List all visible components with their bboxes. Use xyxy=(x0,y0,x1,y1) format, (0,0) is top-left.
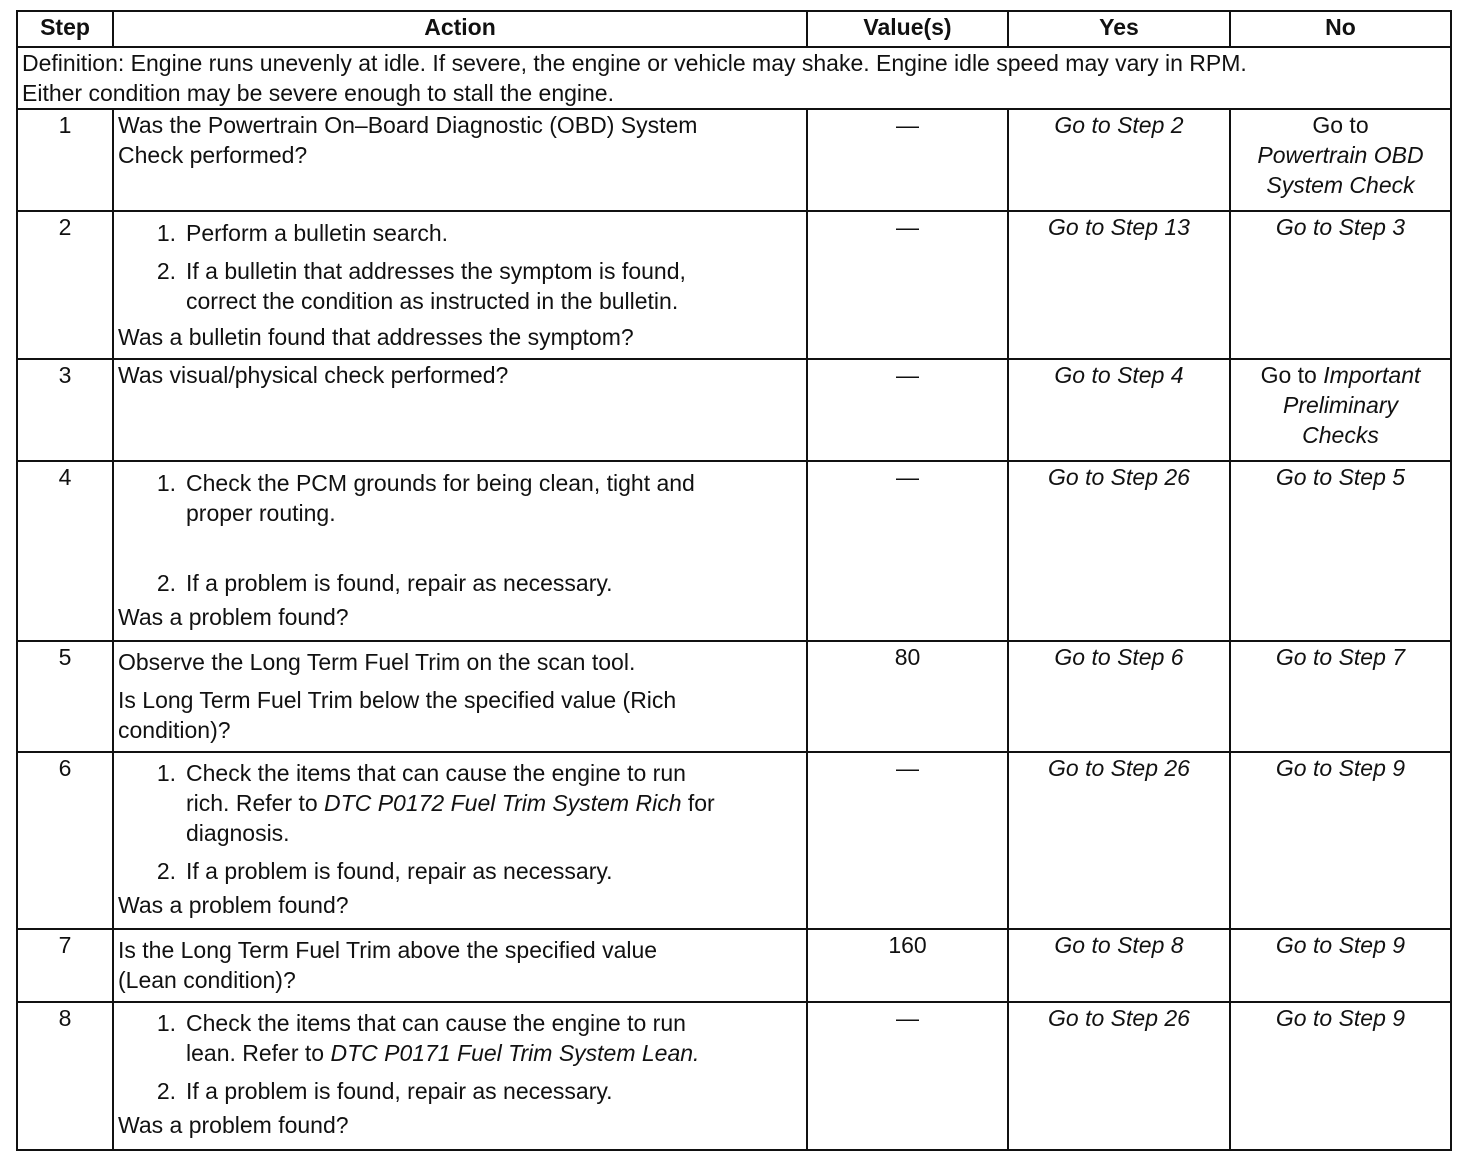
header-action: Action xyxy=(113,11,807,47)
table-row xyxy=(17,1002,1451,1150)
step-number: 4 xyxy=(17,461,113,641)
question-text: Was a problem found? xyxy=(118,1112,349,1138)
no-cell: Go to Step 9 xyxy=(1230,752,1451,929)
table-row xyxy=(17,109,1451,211)
yes-cell: Go to Step 26 xyxy=(1008,752,1230,929)
no-cell: Go to Step 7 xyxy=(1230,641,1451,752)
value-cell: — xyxy=(807,461,1008,641)
diagnostic-table-page xyxy=(16,10,1450,1151)
action-sublist xyxy=(118,218,802,316)
yes-cell: Go to Step 8 xyxy=(1008,929,1230,1002)
yes-cell: Go to Step 4 xyxy=(1008,359,1230,461)
list-item xyxy=(156,256,802,316)
list-text: diagnosis. xyxy=(186,820,290,846)
list-number: 2. xyxy=(156,1078,176,1104)
table-row xyxy=(17,211,1451,359)
no-cell: Go to Step 3 xyxy=(1230,211,1451,359)
diagnostic-table xyxy=(16,10,1452,1151)
list-text: lean. Refer to xyxy=(186,1040,331,1066)
no-text: Go to xyxy=(1312,112,1369,138)
table-row xyxy=(17,752,1451,929)
value-cell: 80 xyxy=(807,641,1008,752)
no-cell: Go to Step 5 xyxy=(1230,461,1451,641)
list-text: If a bulletin that addresses the symptom is found, xyxy=(186,258,686,284)
action-text: Was visual/physical check performed? xyxy=(118,362,509,388)
no-cell xyxy=(1230,109,1451,211)
list-item xyxy=(156,856,802,886)
header-step: Step xyxy=(17,11,113,47)
no-link-text: Powertrain OBD xyxy=(1257,142,1424,168)
value-cell: 160 xyxy=(807,929,1008,1002)
step-number: 7 xyxy=(17,929,113,1002)
reference-link-text: DTC P0172 Fuel Trim System Rich xyxy=(324,790,682,816)
yes-cell: Go to Step 2 xyxy=(1008,109,1230,211)
no-link-text: System Check xyxy=(1266,172,1415,198)
list-number: 1. xyxy=(156,760,176,786)
action-cell xyxy=(113,1002,807,1150)
list-item xyxy=(156,218,802,248)
list-number: 1. xyxy=(156,470,176,496)
question-text: Was a problem found? xyxy=(118,892,349,918)
value-cell: — xyxy=(807,211,1008,359)
list-text: proper routing. xyxy=(186,500,336,526)
header-no: No xyxy=(1230,11,1451,47)
step-number: 6 xyxy=(17,752,113,929)
action-sublist xyxy=(118,468,802,598)
value-cell: — xyxy=(807,1002,1008,1150)
value-cell: — xyxy=(807,752,1008,929)
definition-row xyxy=(17,47,1451,109)
value-cell: — xyxy=(807,109,1008,211)
list-text: If a problem is found, repair as necessary. xyxy=(186,858,613,884)
list-text: for xyxy=(681,790,715,816)
definition-cell xyxy=(17,47,1451,109)
action-text: Was the Powertrain On–Board Diagnostic (OBD) System xyxy=(118,112,698,138)
list-item xyxy=(156,468,802,528)
list-item xyxy=(156,1076,802,1106)
header-row xyxy=(17,11,1451,47)
yes-cell: Go to Step 26 xyxy=(1008,461,1230,641)
list-item xyxy=(156,1008,802,1068)
action-cell xyxy=(113,109,807,211)
action-text: (Lean condition)? xyxy=(118,967,296,993)
action-text: condition)? xyxy=(118,717,231,743)
yes-cell: Go to Step 13 xyxy=(1008,211,1230,359)
definition-line-2: Either condition may be severe enough to stall the engine. xyxy=(22,80,614,106)
no-link-text: Important xyxy=(1323,362,1421,388)
list-text: Check the items that can cause the engine to run xyxy=(186,1010,686,1036)
list-number: 2. xyxy=(156,858,176,884)
step-number: 3 xyxy=(17,359,113,461)
no-cell: Go to Step 9 xyxy=(1230,1002,1451,1150)
list-text: rich. Refer to xyxy=(186,790,325,816)
list-item xyxy=(156,568,802,598)
no-link-text: Checks xyxy=(1302,422,1379,448)
action-sublist xyxy=(118,758,802,886)
no-link-text: Preliminary xyxy=(1282,392,1399,418)
list-number: 1. xyxy=(156,220,176,246)
question-text: Was a problem found? xyxy=(118,604,349,630)
no-cell xyxy=(1230,359,1451,461)
no-text-line xyxy=(1235,360,1446,390)
list-text: If a problem is found, repair as necessary. xyxy=(186,570,613,596)
action-cell xyxy=(113,929,807,1002)
step-number: 1 xyxy=(17,109,113,211)
no-cell: Go to Step 9 xyxy=(1230,929,1451,1002)
action-sublist xyxy=(118,1008,802,1106)
question-text: Was a bulletin found that addresses the symptom? xyxy=(118,324,634,350)
no-text: Go to xyxy=(1260,362,1324,388)
action-cell xyxy=(113,211,807,359)
value-cell: — xyxy=(807,359,1008,461)
table-row xyxy=(17,359,1451,461)
header-yes: Yes xyxy=(1008,11,1230,47)
action-cell xyxy=(113,461,807,641)
table-row xyxy=(17,641,1451,752)
list-text: correct the condition as instructed in the bulletin. xyxy=(186,288,679,314)
action-cell xyxy=(113,359,807,461)
list-number: 1. xyxy=(156,1010,176,1036)
list-text: If a problem is found, repair as necessary. xyxy=(186,1078,613,1104)
table-row xyxy=(17,929,1451,1002)
list-text: Check the items that can cause the engine to run xyxy=(186,760,686,786)
step-number: 2 xyxy=(17,211,113,359)
step-number: 8 xyxy=(17,1002,113,1150)
table-row xyxy=(17,461,1451,641)
action-text: Check performed? xyxy=(118,142,308,168)
definition-line-1: Definition: Engine runs unevenly at idle. If severe, the engine or vehicle may shake. Engine idle speed may vary in RPM. xyxy=(22,50,1247,76)
list-text: Check the PCM grounds for being clean, tight and xyxy=(186,470,695,496)
action-text: Is Long Term Fuel Trim below the specified value (Rich xyxy=(118,687,677,713)
yes-cell: Go to Step 26 xyxy=(1008,1002,1230,1150)
action-cell xyxy=(113,641,807,752)
list-text: Perform a bulletin search. xyxy=(186,220,449,246)
yes-cell: Go to Step 6 xyxy=(1008,641,1230,752)
reference-link-text: DTC P0171 Fuel Trim System Lean. xyxy=(330,1040,700,1066)
list-text-line xyxy=(186,788,802,818)
step-number: 5 xyxy=(17,641,113,752)
action-text: Observe the Long Term Fuel Trim on the scan tool. xyxy=(118,649,636,675)
list-item xyxy=(156,758,802,848)
list-number: 2. xyxy=(156,570,176,596)
list-number: 2. xyxy=(156,258,176,284)
list-text-line xyxy=(186,1038,802,1068)
action-text: Is the Long Term Fuel Trim above the specified value xyxy=(118,937,658,963)
header-values: Value(s) xyxy=(807,11,1008,47)
action-cell xyxy=(113,752,807,929)
